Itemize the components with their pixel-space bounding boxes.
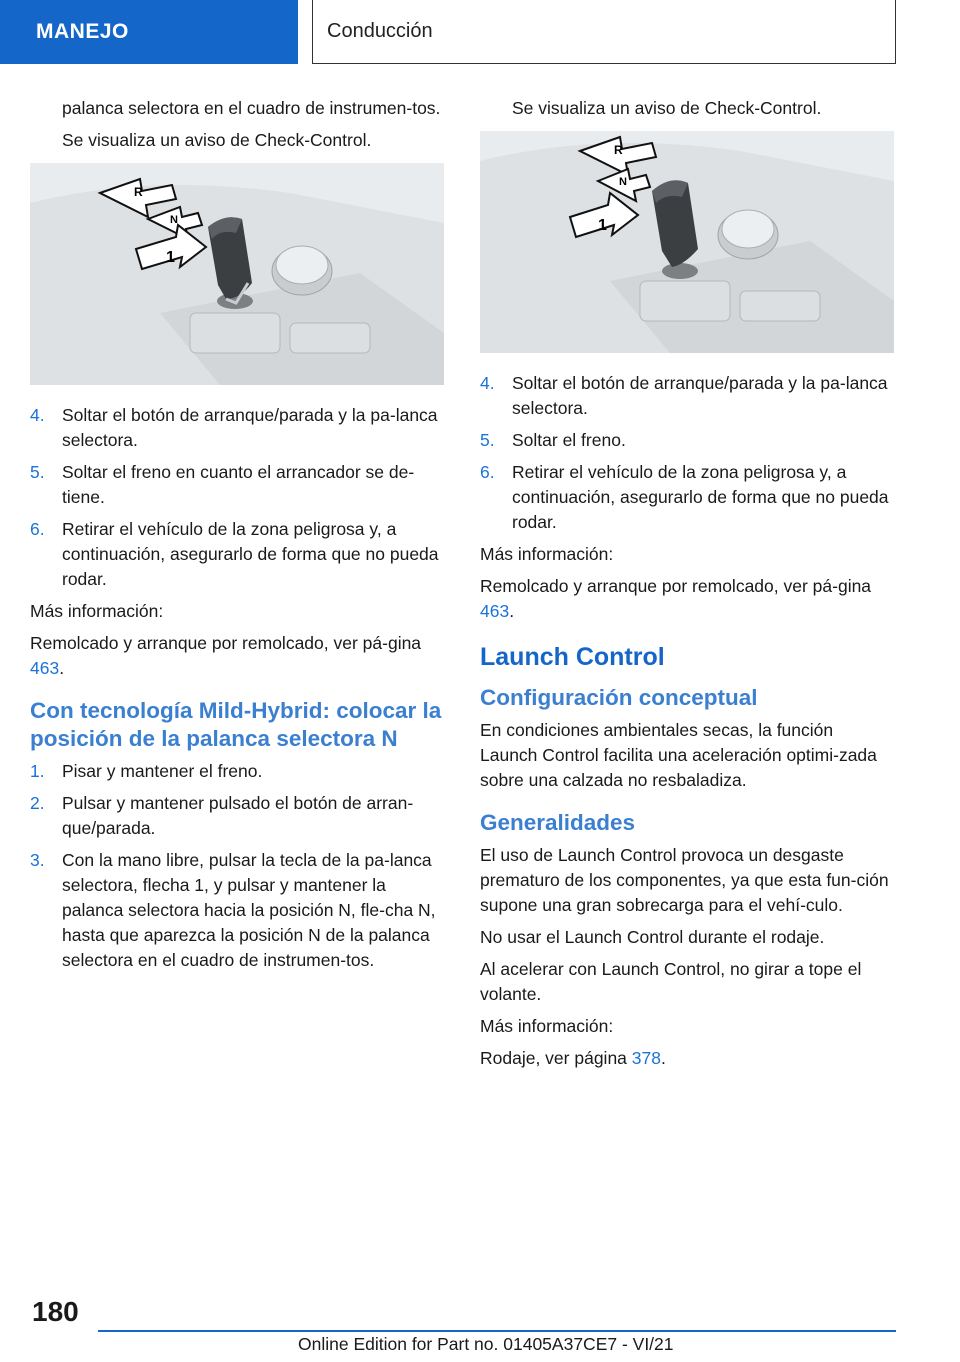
intro-continuation: palanca selectora en el cuadro de instrumen-tos.: [62, 98, 441, 118]
reference-paragraph: [480, 1046, 894, 1071]
list-item: [30, 759, 444, 784]
step-number: 4.: [30, 405, 45, 425]
step-text: Con la mano libre, pulsar la tecla de la pa-lanca selectora, flecha 1, y pulsar y mantener la palanca selectora hacia la posición N, fle-cha N, hasta que aparezca la posición N de la palanca selectora en el cuadro de instrumen-tos.: [62, 850, 436, 970]
step-text: Pulsar y mantener pulsado el botón de arran-que/parada.: [62, 793, 414, 838]
more-info-label: Más información:: [480, 1016, 614, 1036]
list-item: [480, 428, 894, 453]
step-number: 2.: [30, 793, 45, 813]
gear-selector-drawing: [480, 131, 894, 353]
list-item: [480, 371, 894, 421]
reference-end: .: [660, 1048, 666, 1068]
list-item: [480, 460, 894, 535]
footer-divider: [98, 1330, 896, 1332]
chapter-header: [312, 0, 896, 64]
page-link-463[interactable]: 463: [480, 601, 510, 621]
step-number: 1.: [30, 761, 45, 781]
reference-paragraph: [480, 574, 894, 624]
step-number: 6.: [30, 519, 45, 539]
list-item: [30, 517, 444, 592]
step-text: Soltar el freno en cuanto el arrancador se de-tiene.: [62, 462, 415, 507]
reference-text: Remolcado y arranque por remolcado, ver pá-gina: [30, 633, 422, 653]
edition-footer: Online Edition for Part no. 01405A37CE7 - VI/21: [298, 1334, 674, 1354]
general-paragraph-3: Al acelerar con Launch Control, no girar a tope el volante.: [480, 959, 862, 1004]
launch-control-heading: Launch Control: [480, 643, 665, 671]
section-label: MANEJO: [36, 20, 129, 43]
steps-list: [30, 403, 444, 592]
arrow-r-label: R: [134, 185, 143, 199]
step-number: 5.: [480, 430, 495, 450]
arrow-n-label: N: [619, 176, 627, 188]
gear-selector-illustration: [480, 131, 894, 353]
arrow-n-label: N: [170, 214, 178, 226]
step-text: Soltar el botón de arranque/parada y la pa-lanca selectora.: [512, 373, 888, 418]
step-number: 6.: [480, 462, 495, 482]
step-text: Pisar y mantener el freno.: [62, 761, 263, 781]
reference-end: .: [59, 658, 65, 678]
step-number: 5.: [30, 462, 45, 482]
right-column: [480, 96, 894, 1078]
more-info-label: Más información:: [480, 544, 614, 564]
reference-text: Remolcado y arranque por remolcado, ver pá-gina: [480, 576, 872, 596]
page-link-378[interactable]: 378: [631, 1048, 661, 1068]
concept-paragraph: En condiciones ambientales secas, la función Launch Control facilita una aceleración optimi-zada sobre una calzada no resbaladiza.: [480, 720, 877, 790]
arrow-r-label: R: [614, 143, 623, 157]
more-info-label: Más información:: [30, 601, 164, 621]
page-number: 180: [32, 1296, 79, 1327]
mild-hybrid-steps: [30, 759, 444, 973]
step-text: Soltar el freno.: [512, 430, 626, 450]
general-paragraph-1: El uso de Launch Control provoca un desgaste prematuro de los componentes, ya que esta fun-ción supone una gran sobrecarga para el vehí-culo.: [480, 845, 889, 915]
step-text: Retirar el vehículo de la zona peligrosa y, a continuación, asegurarlo de forma que no pueda rodar.: [512, 462, 889, 532]
general-paragraph-2: No usar el Launch Control durante el rodaje.: [480, 927, 825, 947]
step-text: Soltar el botón de arranque/parada y la pa-lanca selectora.: [62, 405, 438, 450]
list-item: [30, 403, 444, 453]
gear-selector-drawing: [30, 163, 444, 385]
list-item: [30, 460, 444, 510]
arrow-1-label: 1: [598, 217, 607, 234]
reference-paragraph: [30, 631, 444, 681]
check-control-message: Se visualiza un aviso de Check-Control.: [62, 130, 372, 150]
step-text: Retirar el vehículo de la zona peligrosa y, a continuación, asegurarlo de forma que no pueda rodar.: [62, 519, 439, 589]
steps-list: [480, 371, 894, 535]
section-heading: Con tecnología Mild-Hybrid: colocar la posición de la palanca selectora N: [30, 698, 442, 751]
check-control-message: Se visualiza un aviso de Check-Control.: [512, 98, 822, 118]
list-item: [30, 791, 444, 841]
step-number: 3.: [30, 850, 45, 870]
section-tab[interactable]: [0, 0, 298, 64]
list-item: [30, 848, 444, 973]
concept-heading: Configuración conceptual: [480, 685, 758, 710]
arrow-1-label: 1: [166, 249, 175, 266]
gear-selector-illustration: [30, 163, 444, 385]
reference-text: Rodaje, ver página: [480, 1048, 632, 1068]
left-column: [30, 96, 444, 980]
page-link-463[interactable]: 463: [30, 658, 60, 678]
general-heading: Generalidades: [480, 810, 636, 835]
reference-end: .: [509, 601, 515, 621]
chapter-label: Conducción: [327, 20, 433, 42]
step-number: 4.: [480, 373, 495, 393]
